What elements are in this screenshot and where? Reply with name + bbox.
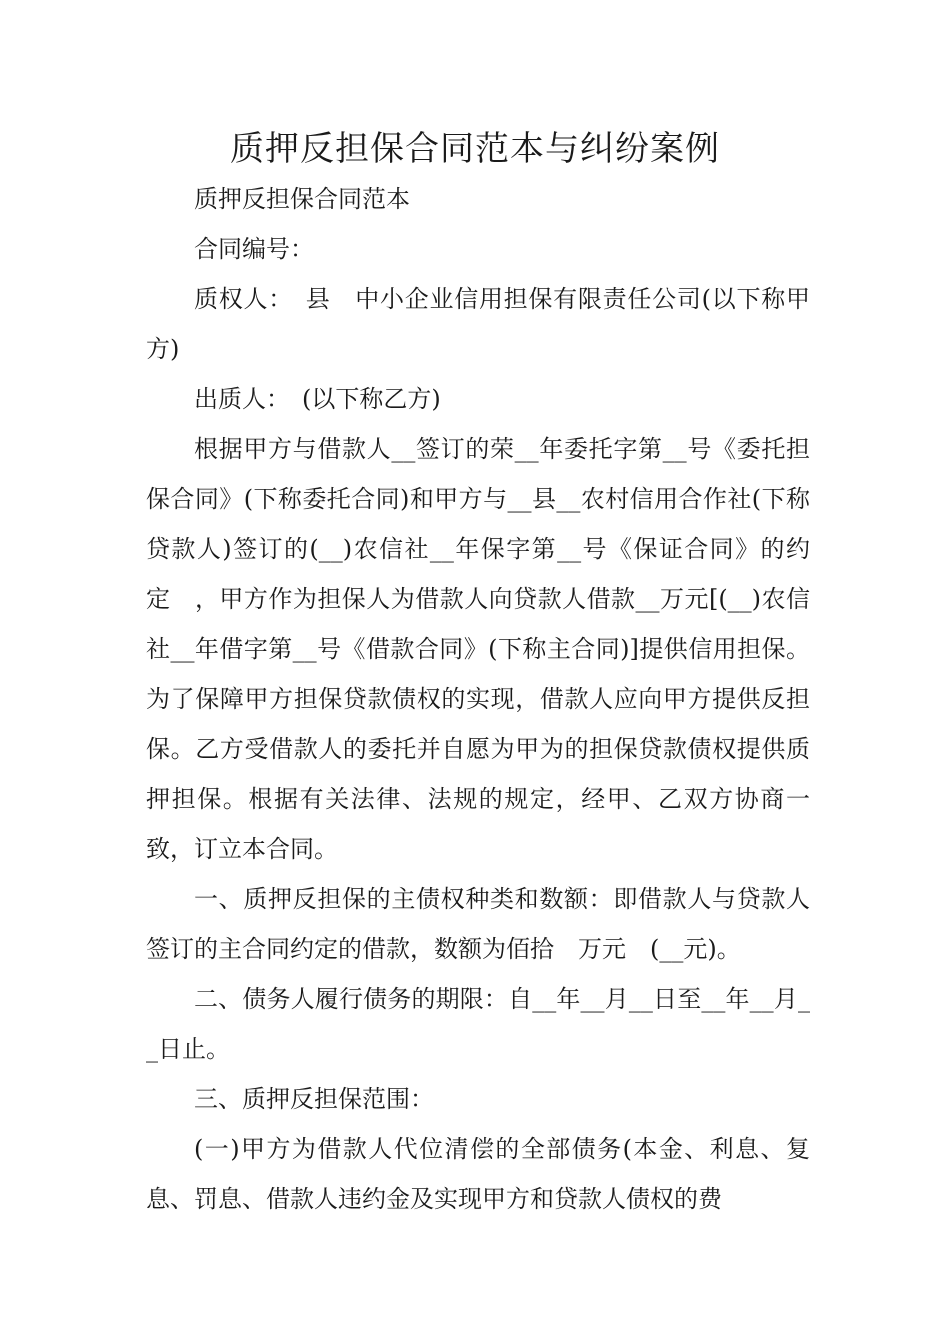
paragraph-clause-2: 二、债务人履行债务的期限：自__年__月__日至__年__月__日止。 xyxy=(146,985,810,1063)
paragraph-subtitle: 质押反担保合同范本 xyxy=(194,185,410,213)
document-title: 质押反担保合同范本与纠纷案例 xyxy=(230,129,720,169)
paragraph-pledgor: 出质人： (以下称乙方) xyxy=(194,385,441,413)
paragraph-preamble: 根据甲方与借款人__签订的荣__年委托字第__号《委托担保合同》(下称委托合同)和甲方与__县__农村信用合作社(下称贷款人)签订的(__)农信社__年保字第__号《保证合同》的约定 ，甲方作为担保人为借款人向贷款人借款__万元[(__)农信社__年借字第__号《借款合同》(下称主合同)]提供信用担保。为了保障甲方担保贷款债权的实现，借款人应向甲方提供反担保。乙方受借款人的委托并自愿为甲为的担保贷款债权提供质押担保。根据有关法律、法规的规定，经甲、乙双方协商一致，订立本合同。 xyxy=(146,435,810,863)
paragraph-contract-number: 合同编号： xyxy=(194,235,314,263)
paragraph-clause-3: 三、质押反担保范围： xyxy=(194,1085,434,1113)
document-body xyxy=(146,174,810,1224)
paragraph-clause-1: 一、质押反担保的主债权种类和数额：即借款人与贷款人签订的主合同约定的借款，数额为佰拾 万元 (__元)。 xyxy=(146,885,810,963)
paragraph-pledgee: 质权人： 县 中小企业信用担保有限责任公司(以下称甲方) xyxy=(146,285,810,363)
paragraph-clause-3-item-1: (一)甲方为借款人代位清偿的全部债务(本金、利息、复息、罚息、借款人违约金及实现甲方和贷款人债权的费 xyxy=(146,1135,810,1213)
